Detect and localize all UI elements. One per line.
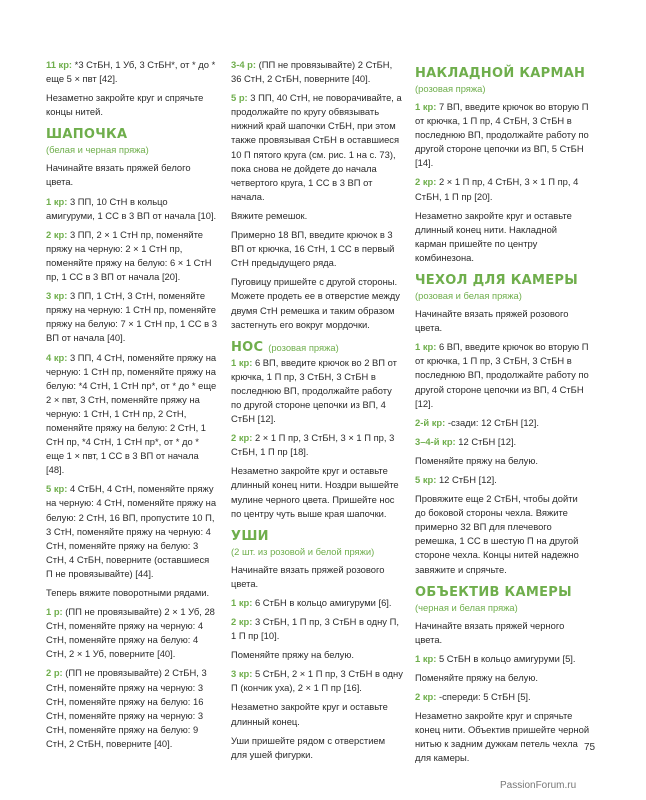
row-text: 3 ПП, 2 × 1 СтН пр, поменяйте пряжу на черную: 2 × 1 СтН пр, поменяйте пряжу на белую: 6 × 1 СтН пр, 1 СС в 3 ВП от начала [20]. [46, 228, 212, 283]
pattern-row [415, 690, 591, 704]
pattern-row [415, 416, 591, 430]
row-text: Пуговицу пришейте с другой стороны. Можете продеть ее в отверстие между двумя СтН ремешка и таким образом застегнуть его вокруг мордочки. [231, 276, 400, 330]
pattern-row [415, 473, 591, 487]
pattern-row [231, 615, 403, 643]
instruction-paragraph [231, 464, 403, 520]
instruction-paragraph [415, 619, 591, 647]
instruction-paragraph [46, 161, 218, 189]
row-text: 12 СтБН [12]. [436, 473, 497, 485]
row-label: 1 кр: [231, 596, 253, 608]
row-label: 3 кр: [231, 668, 253, 680]
page-number: 75 [584, 742, 596, 753]
row-label: 4 кр: [46, 351, 68, 363]
row-text: Начинайте вязать пряжей белого цвета. [46, 162, 191, 188]
section-yarn-note: (розовая пряжа) [268, 341, 339, 353]
instruction-paragraph [46, 91, 218, 119]
section-heading [46, 127, 218, 143]
row-label: 2-й кр: [415, 416, 446, 428]
row-text: (ПП не провязывайте) 2 СтБН, 3 СтН, поменяйте пряжу на черную: 3 СтН, поменяйте пряжу на белую: 16 СтН, поменяйте пряжу на черную: 3 СтН, поменяйте пряжу на белую: 9 СтН, 2 СтБН, поверните [40]. [46, 667, 207, 749]
row-text: 12 СтБН [12]. [455, 435, 517, 447]
row-text: 6 СтБН в кольцо амигуруми [6]. [252, 596, 392, 608]
pattern-row [415, 175, 591, 203]
pattern-row [46, 666, 218, 751]
instruction-paragraph [231, 275, 403, 331]
row-text: Поменяйте пряжу на белую. [231, 649, 354, 661]
section-title: НОС [231, 339, 264, 355]
pattern-row [231, 91, 403, 204]
instruction-paragraph [231, 209, 403, 223]
row-label: 2 кр: [231, 432, 253, 444]
section-heading [415, 585, 591, 601]
row-text: Начинайте вязать пряжей розового цвета. [415, 308, 569, 334]
row-label: 5 р: [231, 92, 248, 104]
section-title: ШАПОЧКА [46, 127, 128, 143]
column-left [46, 58, 218, 756]
section-yarn-note: (черная и белая пряжа) [415, 601, 518, 613]
row-label: 1 кр: [415, 101, 437, 112]
row-text: Теперь вяжите поворотными рядами. [46, 587, 210, 598]
row-label: 3-4 р: [231, 59, 257, 70]
section-yarn-note: (розовая и белая пряжа) [415, 290, 522, 302]
row-text: 3 ПП, 10 СтН в кольцо амигуруми, 1 СС в 3 ВП от начала [10]. [46, 195, 217, 221]
pattern-row [231, 667, 403, 695]
pattern-row [46, 482, 218, 581]
watermark: PassionForum.ru [500, 780, 577, 791]
instruction-paragraph [231, 700, 403, 728]
row-label: 1 кр: [231, 356, 253, 368]
pattern-row [46, 228, 218, 284]
row-text: Примерно 18 ВП, введите крючок в 3 ВП от крючка, 16 СтН, 1 СС в первый СтН предыдущего ряда. [231, 229, 395, 269]
pattern-row [415, 435, 591, 449]
row-text: 7 ВП, введите крючок во вторую П от крючка, 1 П пр, 4 СтБН, 3 СтБН в последнюю ВП, продолжайте работу по другой стороне цепочки из ВП, 5 СтБН [14]. [415, 101, 589, 169]
row-label: 5 кр: [415, 473, 437, 485]
row-label: 1 кр: [415, 652, 437, 664]
pattern-row [415, 340, 591, 410]
section-title: УШИ [231, 528, 269, 544]
section-title: НАКЛАДНОЙ КАРМАН [415, 66, 586, 81]
row-text: -сзади: 12 СтБН [12]. [445, 416, 539, 428]
section-heading [415, 273, 591, 289]
row-label: 11 кр: [46, 59, 73, 70]
row-text: 3 ПП, 40 СтН, не поворачивайте, а продолжайте по кругу обвязывать нижний край шапочки СтБН, при этом также провязывая СтБН в оставшиеся 10 П пятого круга (см. рис. 1 на с. 73), пока снова не дойдете до начала четвертого круга, 1 СС в 3 ВП от начала. [231, 92, 402, 202]
instruction-paragraph [415, 492, 591, 577]
row-text: Поменяйте пряжу на белую. [415, 454, 538, 466]
row-label: 2 кр: [415, 691, 437, 702]
instruction-paragraph [231, 228, 403, 270]
row-label: 3 кр: [46, 290, 68, 302]
instruction-paragraph [231, 734, 403, 762]
instruction-paragraph [415, 307, 591, 335]
row-text: *3 СтБН, 1 Уб, 3 СтБН*, от * до * еще 5 × пвт [42]. [46, 59, 216, 85]
pattern-row [46, 58, 218, 86]
instruction-paragraph [415, 454, 591, 468]
row-text: 3 СтБН, 1 П пр, 3 СтБН в одну П, 1 П пр [10]. [231, 616, 399, 642]
pattern-row [231, 356, 403, 426]
row-text: 2 × 1 П пр, 4 СтБН, 3 × 1 П пр, 4 СтБН, 1 П пр [20]. [415, 176, 579, 202]
row-text: 6 ВП, введите крючок во вторую П от крючка, 1 П пр, 3 СтБН, 3 СтБН в последнюю ВП, продолжайте работу по другой стороне цепочки из ВП, 4 СтБН [12]. [415, 341, 589, 409]
column-right [415, 58, 591, 770]
row-label: 2 р: [46, 667, 63, 679]
instruction-paragraph [46, 586, 218, 600]
row-label: 1 кр: [46, 195, 68, 207]
pattern-row [415, 652, 591, 666]
instruction-paragraph [415, 709, 591, 765]
row-text: Начинайте вязать пряжей черного цвета. [415, 619, 565, 645]
row-text: Провяжите еще 2 СтБН, чтобы дойти до боковой стороны чехла. Вяжите примерно 32 ВП для плечевого ремешка, 1 СС в шестую П на другой стороне чехла. Концы нитей надежно завяжите и спрячьте. [415, 493, 579, 575]
row-text: 3 ПП, 4 СтН, поменяйте пряжу на черную: 1 СтН пр, поменяйте пряжу на белую: *4 СтН, 1 СтН пр*, от * до * еще 2 × пвт, 3 СтН, поменяйте пряжу на черную: 1 СтН, 1 СтН пр, 2 СтН, поменяйте пряжу на белую: 2 СтН, 1 СтН пр, *4 СтН, 1 СтН пр*, от * до * еще 1 × пвт, 1 СС в 3 ВП от начала [48]. [46, 351, 217, 476]
pattern-row [415, 100, 591, 170]
row-text: 5 СтБН в кольцо амигуруми [5]. [436, 652, 576, 664]
row-text: 4 СтБН, 4 СтН, поменяйте пряжу на черную: 4 СтН, поменяйте пряжу на белую: 2 СтН, 16 ВП, пропустите 10 П, 3 СтН, поменяйте пряжу на черную: 4 СтН, поменяйте пряжу на белую: 3 СтН, 4 СтБН, поверните (оставшиеся П не провязывайте) [44]. [46, 483, 217, 579]
section-yarn-note: (2 шт. из розовой и белой пряжи) [231, 545, 375, 557]
section-title: ЧЕХОЛ ДЛЯ КАМЕРЫ [415, 273, 578, 289]
row-text: Незаметно закройте круг и оставьте длинный конец нити. Ноздри вышейте мулине черного цвета. Пришейте нос по центру чуть выше края шапочки. [231, 465, 399, 519]
row-label: 5 кр: [46, 483, 68, 495]
section-heading [415, 66, 591, 82]
column-middle [231, 58, 403, 767]
section-title: ОБЪЕКТИВ КАМЕРЫ [415, 584, 572, 600]
instruction-paragraph [231, 563, 403, 591]
row-label: 2 кр: [231, 616, 253, 627]
pattern-row [231, 431, 403, 459]
row-text: Незаметно закройте круг и оставьте длинный конец. [231, 701, 388, 727]
row-text: 2 × 1 П пр, 3 СтБН, 3 × 1 П пр, 3 СтБН, 1 П пр [18]. [231, 432, 395, 458]
pattern-row [46, 351, 218, 478]
pattern-row [46, 289, 218, 345]
row-text: Вяжите ремешок. [231, 209, 308, 221]
row-label: 3–4-й кр: [415, 435, 456, 447]
row-text: Незаметно закройте круг и оставьте длинный конец нити. Накладной карман пришейте по центру комбинезона. [415, 209, 572, 263]
row-text: Поменяйте пряжу на белую. [415, 671, 538, 683]
row-text: 3 ПП, 1 СтН, 3 СтН, поменяйте пряжу на черную: 1 СтН пр, поменяйте пряжу на белую: 7 × 1 СтН пр, 1 СС в 3 ВП от начала [40]. [46, 290, 217, 344]
row-text: Начинайте вязать пряжей розового цвета. [231, 563, 385, 589]
row-text: 5 СтБН, 2 × 1 П пр, 3 СтБН в одну П (кончик уха), 2 × 1 П пр [16]. [231, 668, 403, 694]
section-heading [231, 340, 403, 356]
section-heading [231, 529, 403, 545]
pattern-row [46, 605, 218, 661]
row-label: 2 кр: [415, 176, 437, 188]
row-label: 1 кр: [415, 341, 437, 353]
section-yarn-note: (розовая пряжа) [415, 83, 486, 94]
instruction-paragraph [231, 648, 403, 662]
row-text: (ПП не провязывайте) 2 × 1 Уб, 28 СтН, поменяйте пряжу на черную: 4 СтН, поменяйте пряжу на белую: 4 СтН, 2 × 1 Уб, поверните [40]. [46, 606, 215, 660]
pattern-row [231, 58, 403, 86]
row-text: -спереди: 5 СтБН [5]. [436, 691, 531, 702]
row-label: 1 р: [46, 606, 63, 618]
instruction-paragraph [415, 209, 591, 265]
row-text: (ПП не провязывайте) 2 СтБН, 36 СтН, 2 СтБН, поверните [40]. [231, 59, 393, 85]
pattern-row [46, 195, 218, 223]
row-text: Незаметно закройте круг и спрячьте концы нитей. [46, 92, 204, 118]
row-text: 6 ВП, введите крючок во 2 ВП от крючка, 1 П пр, 3 СтБН, 3 СтБН в последнюю ВП, продолжайте работу по другой стороне цепочки из ВП, 4 СтБН [12]. [231, 356, 397, 425]
section-yarn-note: (белая и черная пряжа) [46, 144, 149, 156]
pattern-row [231, 596, 403, 610]
instruction-paragraph [415, 671, 591, 685]
row-text: Незаметно закройте круг и спрячьте конец нити. Объектив пришейте черной нитью к задним дужкам петель чехла для камеры. [415, 710, 590, 764]
row-text: Уши пришейте рядом с отверстием для ушей фигурки. [231, 734, 386, 760]
row-label: 2 кр: [46, 228, 68, 240]
